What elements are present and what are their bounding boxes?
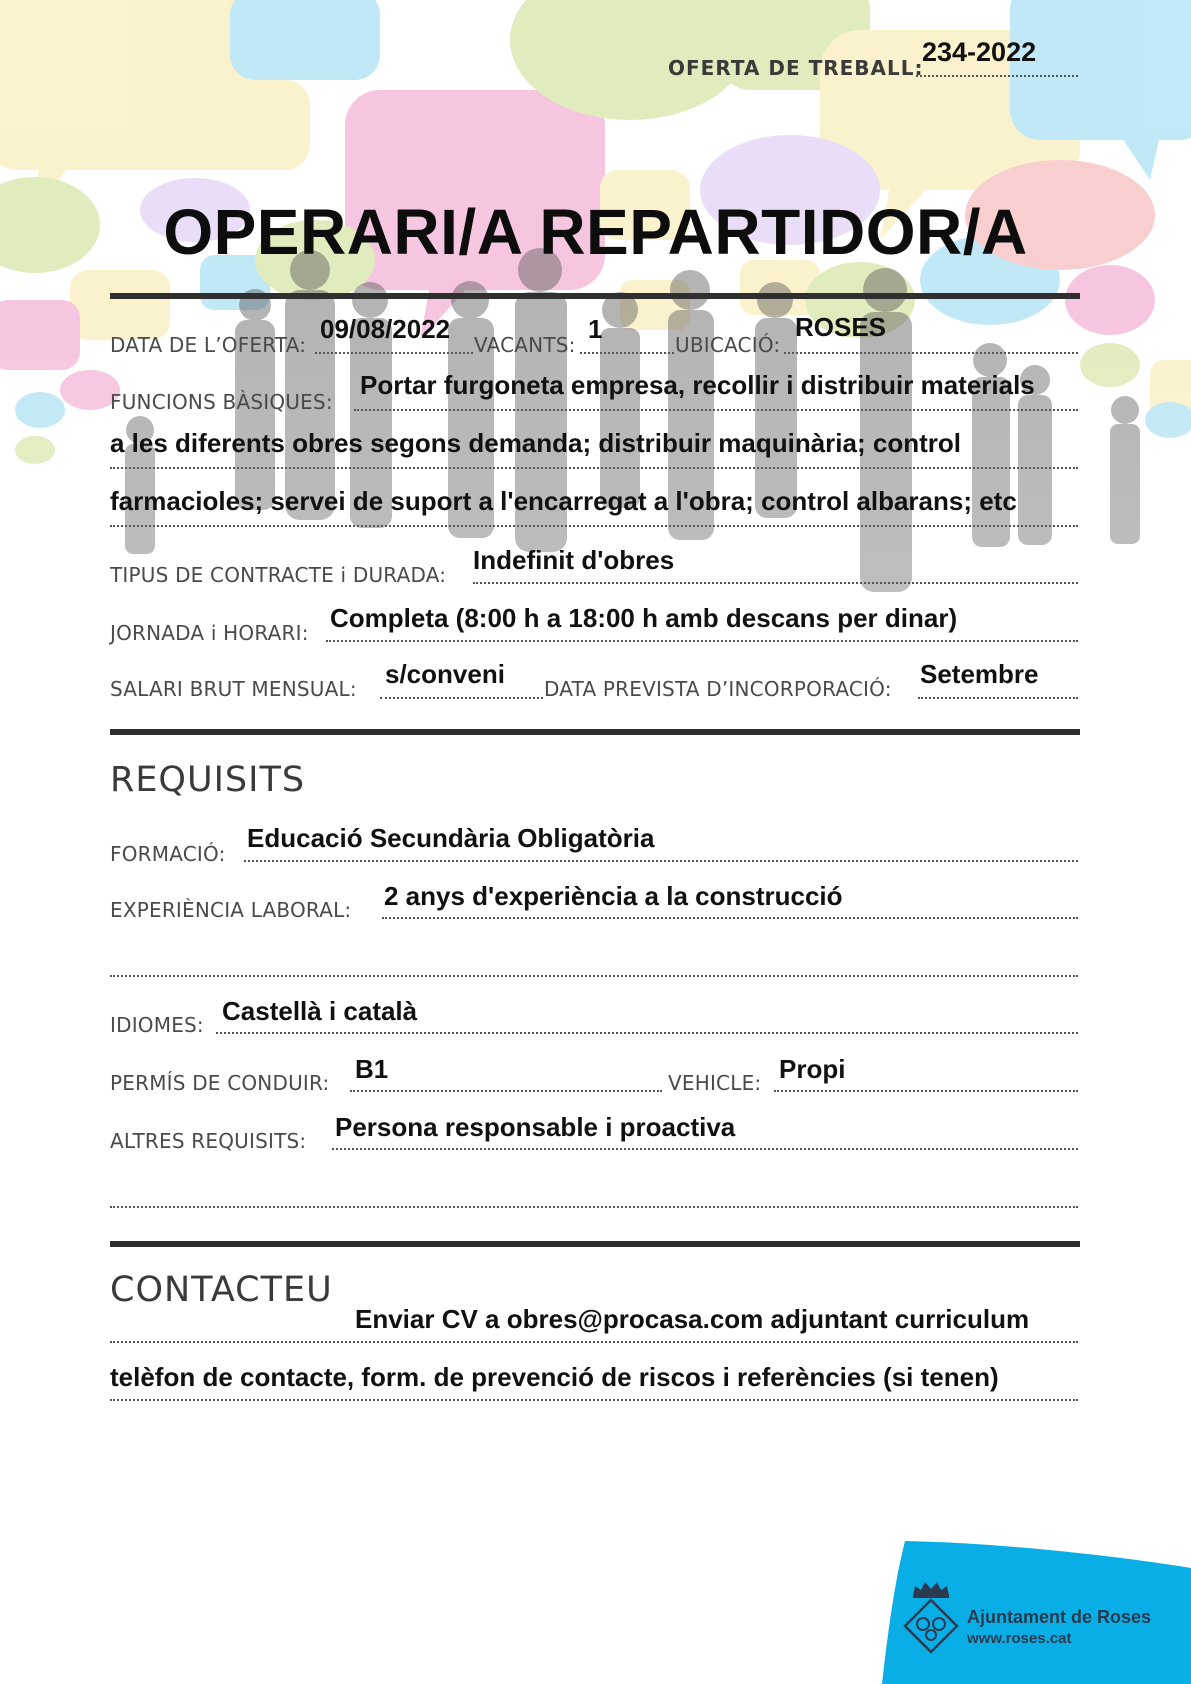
start-date-label: DATA PREVISTA D’INCORPORACIÓ: <box>544 677 892 701</box>
offer-date-dots <box>315 352 473 354</box>
requirements-heading: REQUISITS <box>110 760 306 800</box>
languages: Castellà i català <box>222 996 418 1026</box>
other-requirements: Persona responsable i proactiva <box>335 1112 736 1142</box>
schedule-dots <box>326 640 1078 642</box>
crown-icon <box>911 1578 951 1598</box>
footer-org-name: Ajuntament de Roses <box>967 1607 1152 1627</box>
vacancies-dots <box>580 352 674 354</box>
schedule: Completa (8:00 h a 18:00 h amb descans per dinar) <box>330 603 958 633</box>
license-label: PERMÍS DE CONDUIR: <box>110 1071 330 1095</box>
education-label: FORMACIÓ: <box>110 842 226 866</box>
other-requirements-dots-2 <box>110 1206 1078 1208</box>
vacancies: 1 <box>588 314 603 344</box>
start-date-dots <box>918 697 1078 699</box>
contract: Indefinit d'obres <box>473 545 675 575</box>
functions-line-3: farmacioles; servei de suport a l'encarregat a l'obra; control albarans; etc <box>110 486 1017 516</box>
contact-dots-1 <box>110 1341 1078 1343</box>
start-date: Setembre <box>920 659 1039 689</box>
languages-label: IDIOMES: <box>110 1013 204 1037</box>
functions-dots-2 <box>110 467 1078 469</box>
experience-label: EXPERIÈNCIA LABORAL: <box>110 898 352 922</box>
experience-dots-2 <box>110 975 1078 977</box>
location-label: UBICACIÓ: <box>675 333 781 357</box>
vehicle-label: VEHICLE: <box>668 1071 762 1095</box>
offer-number: 234-2022 <box>922 37 1037 67</box>
vehicle-dots <box>774 1090 1078 1092</box>
other-requirements-dots <box>332 1148 1078 1150</box>
offer-number-dots <box>916 75 1078 77</box>
salary-label: SALARI BRUT MENSUAL: <box>110 677 357 701</box>
experience-dots <box>382 917 1078 919</box>
requirements-divider <box>110 1241 1080 1247</box>
vehicle: Propi <box>779 1054 846 1084</box>
offer-date: 09/08/2022 <box>320 314 451 344</box>
salary-dots <box>380 697 543 699</box>
functions-dots-3 <box>110 525 1078 527</box>
schedule-label: JORNADA i HORARI: <box>110 621 309 645</box>
functions-line-1: Portar furgoneta empresa, recollir i distribuir materials <box>360 370 1035 400</box>
coat-of-arms-icon <box>903 1598 959 1654</box>
other-requirements-label: ALTRES REQUISITS: <box>110 1129 307 1153</box>
functions-line-2: a les diferents obres segons demanda; distribuir maquinària; control <box>110 428 961 458</box>
location-dots <box>784 352 1078 354</box>
contract-dots <box>473 582 1078 584</box>
license-dots <box>350 1090 662 1092</box>
contract-label: TIPUS DE CONTRACTE i DURADA: <box>110 563 447 587</box>
functions-dots-1 <box>354 409 1078 411</box>
license: B1 <box>355 1054 389 1084</box>
contact-heading: CONTACTEU <box>110 1270 333 1310</box>
contact-dots-2 <box>110 1399 1078 1401</box>
experience: 2 anys d'experiència a la construcció <box>384 881 843 911</box>
offer-divider <box>110 729 1080 735</box>
salary: s/conveni <box>385 659 505 689</box>
offer-date-label: DATA DE L’OFERTA: <box>110 333 307 357</box>
contact-line-1: Enviar CV a obres@procasa.com adjuntant curriculum <box>355 1304 1030 1334</box>
location: ROSES <box>795 312 887 342</box>
title-divider <box>110 293 1080 299</box>
page-title: OPERARI/A REPARTIDOR/A <box>163 196 1028 268</box>
footer-website[interactable]: www.roses.cat <box>967 1630 1072 1647</box>
contact-line-2: telèfon de contacte, form. de prevenció de riscos i referències (si tenen) <box>110 1362 999 1392</box>
languages-dots <box>216 1032 1078 1034</box>
offer-number-label: OFERTA DE TREBALL: <box>668 56 924 80</box>
functions-label: FUNCIONS BÀSIQUES: <box>110 390 333 414</box>
education: Educació Secundària Obligatòria <box>247 823 655 853</box>
education-dots <box>244 860 1078 862</box>
vacancies-label: VACANTS: <box>474 333 576 357</box>
